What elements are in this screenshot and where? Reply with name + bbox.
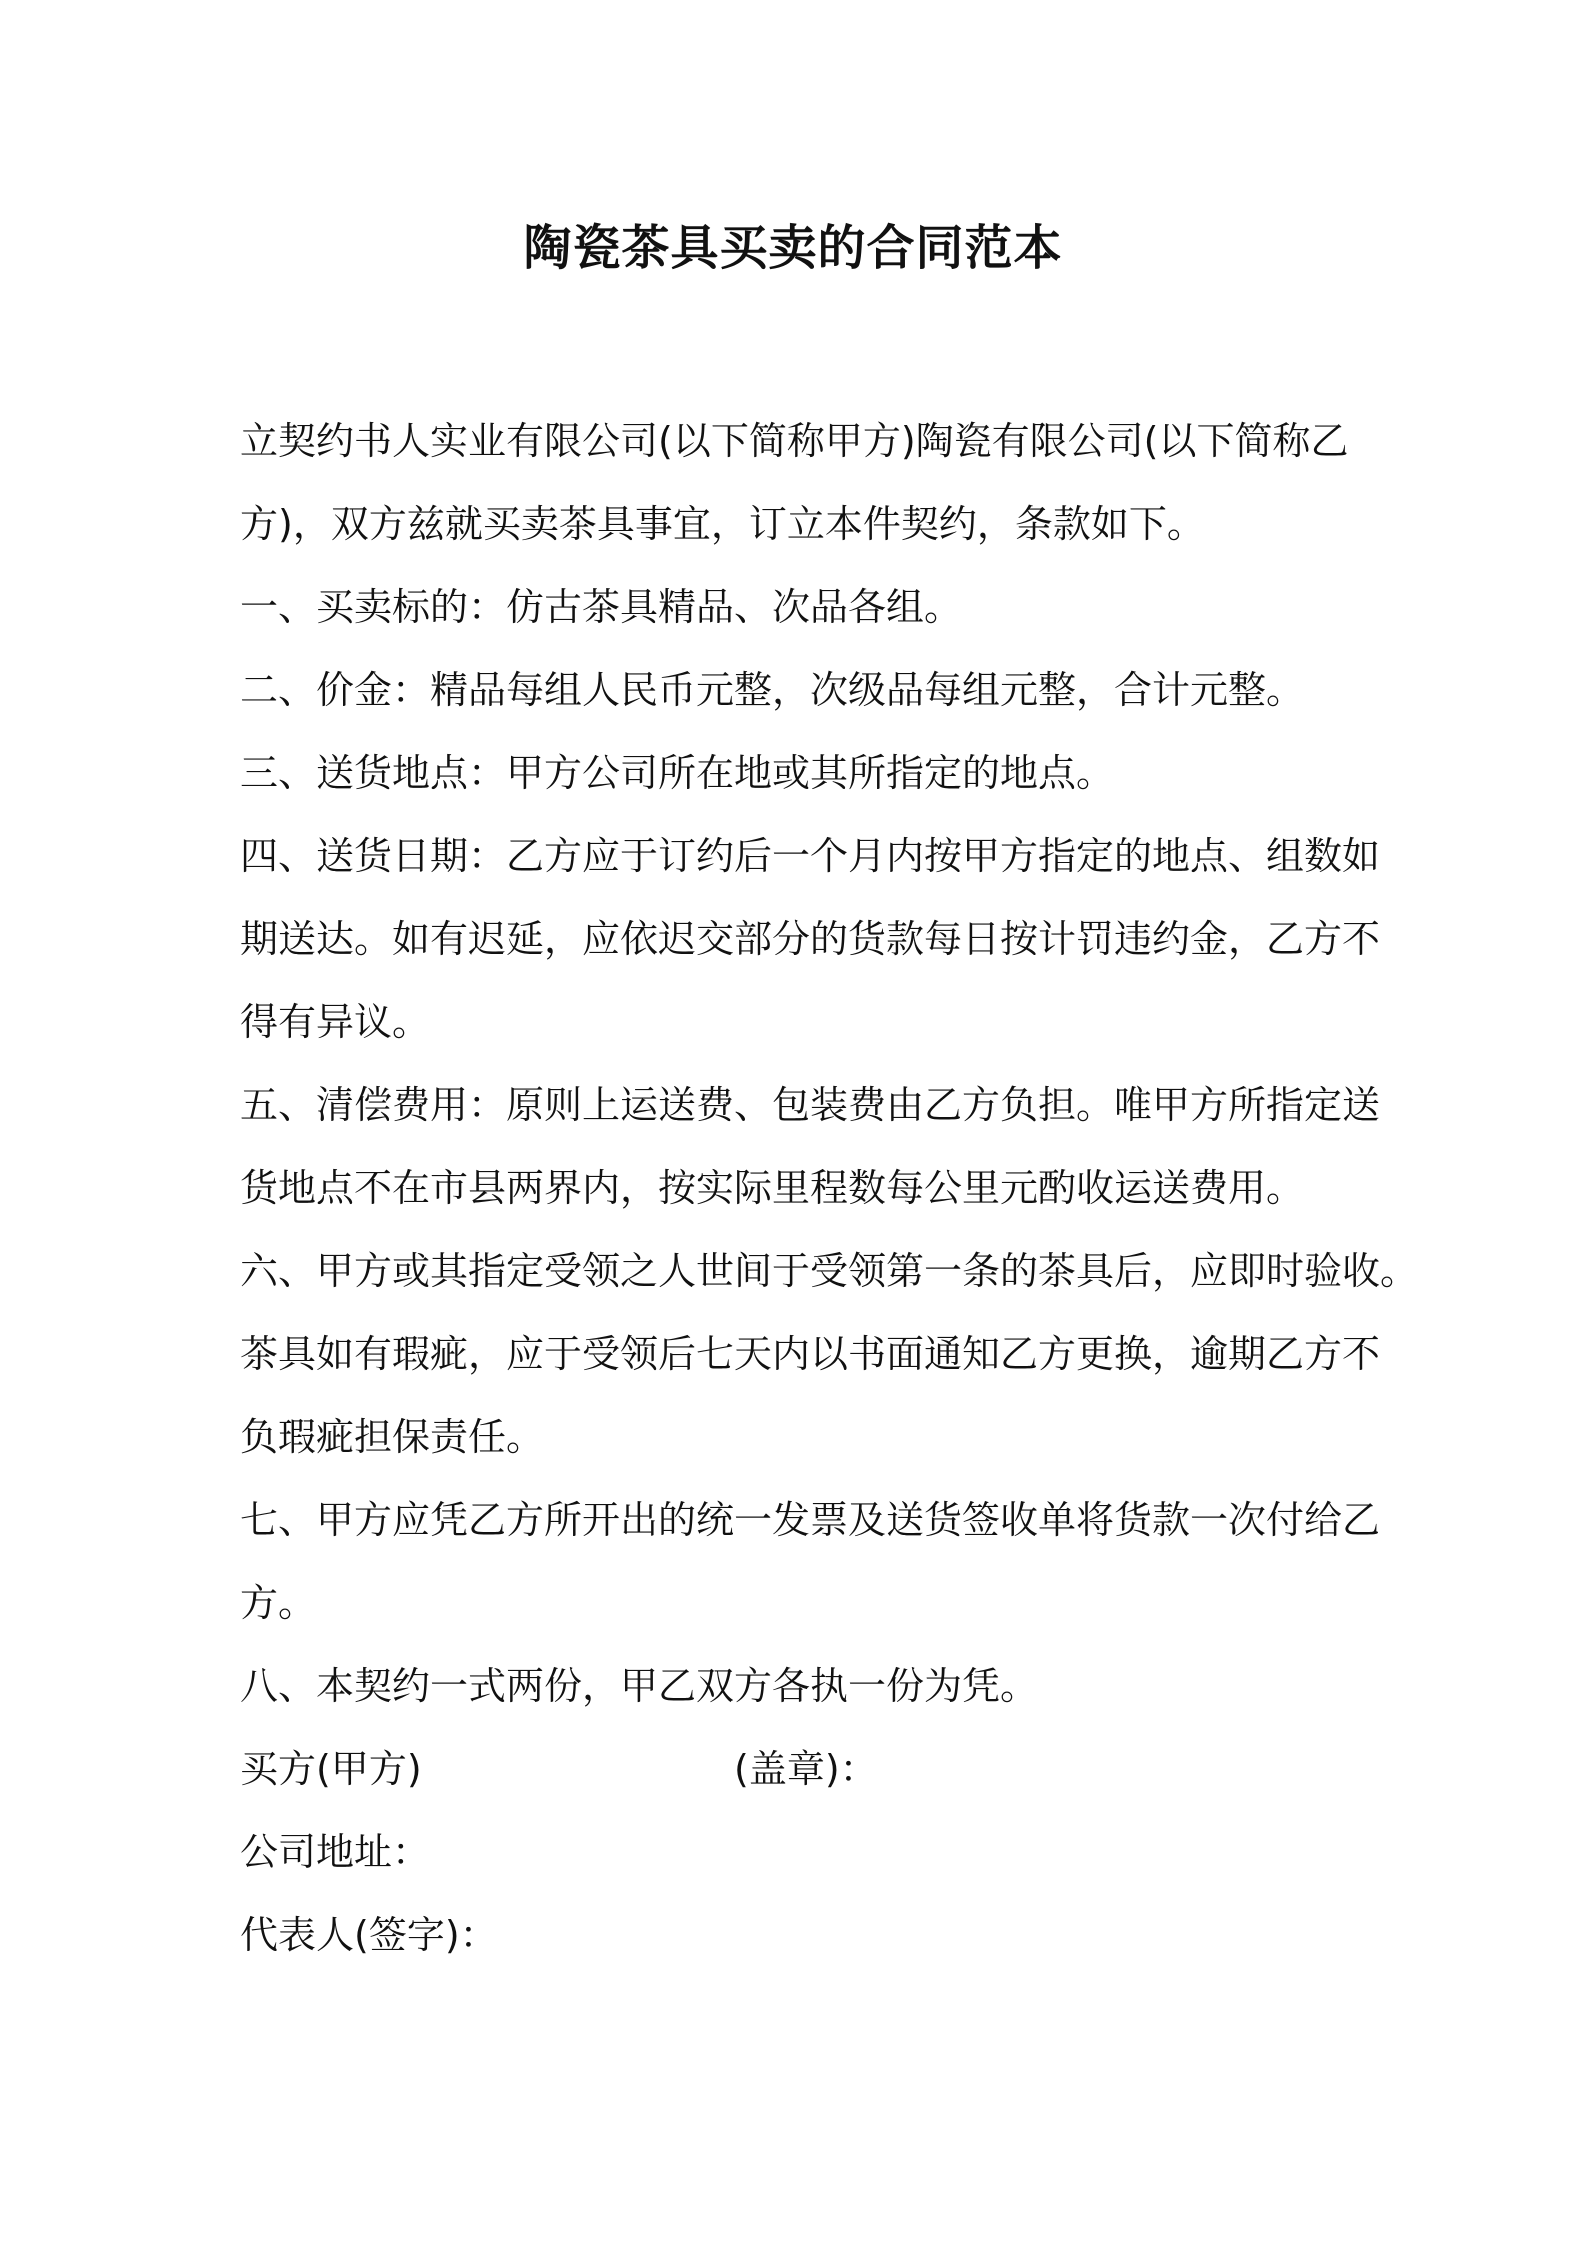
clause-5-cont: 货地点不在市县两界内，按实际里程数每公里元酌收运送费用。 <box>240 1166 1305 1210</box>
clause-7-cont: 方。 <box>240 1581 317 1625</box>
clause-6: 六、甲方或其指定受领之人世间于受领第一条的茶具后，应即时验收。 <box>240 1249 1419 1293</box>
clause-4: 四、送货日期：乙方应于订约后一个月内按甲方指定的地点、组数如 <box>240 834 1381 878</box>
document-title: 陶瓷茶具买卖的合同范本 <box>523 220 1063 276</box>
clause-1: 一、买卖标的：仿古茶具精品、次品各组。 <box>240 585 963 629</box>
clause-4-cont: 期送达。如有迟延，应依迟交部分的货款每日按计罚违约金，乙方不 <box>240 917 1381 961</box>
clause-6-cont: 负瑕疵担保责任。 <box>240 1415 545 1459</box>
clause-4-cont: 得有异议。 <box>240 1000 431 1044</box>
buyer-label: 买方(甲方) <box>240 1747 422 1791</box>
clause-8: 八、本契约一式两份，甲乙双方各执一份为凭。 <box>240 1664 1039 1708</box>
company-address-label: 公司地址： <box>240 1830 431 1874</box>
clause-3: 三、送货地点：甲方公司所在地或其所指定的地点。 <box>240 751 1115 795</box>
buyer-signature-row <box>240 1728 1360 1811</box>
clause-5: 五、清偿费用：原则上运送费、包装费由乙方负担。唯甲方所指定送 <box>240 1083 1381 1127</box>
clause-6-cont: 茶具如有瑕疵，应于受领后七天内以书面通知乙方更换，逾期乙方不 <box>240 1332 1381 1376</box>
representative-label: 代表人(签字)： <box>240 1913 498 1957</box>
contract-line: 立契约书人实业有限公司(以下简称甲方)陶瓷有限公司(以下简称乙 <box>240 419 1349 463</box>
clause-7: 七、甲方应凭乙方所开出的统一发票及送货签收单将货款一次付给乙 <box>240 1498 1381 1542</box>
contract-body <box>240 400 1419 1977</box>
contract-line: 方)，双方兹就买卖茶具事宜，订立本件契约，条款如下。 <box>240 502 1205 546</box>
clause-2: 二、价金：精品每组人民币元整，次级品每组元整，合计元整。 <box>240 668 1305 712</box>
seal-label: (盖章)： <box>734 1747 878 1791</box>
